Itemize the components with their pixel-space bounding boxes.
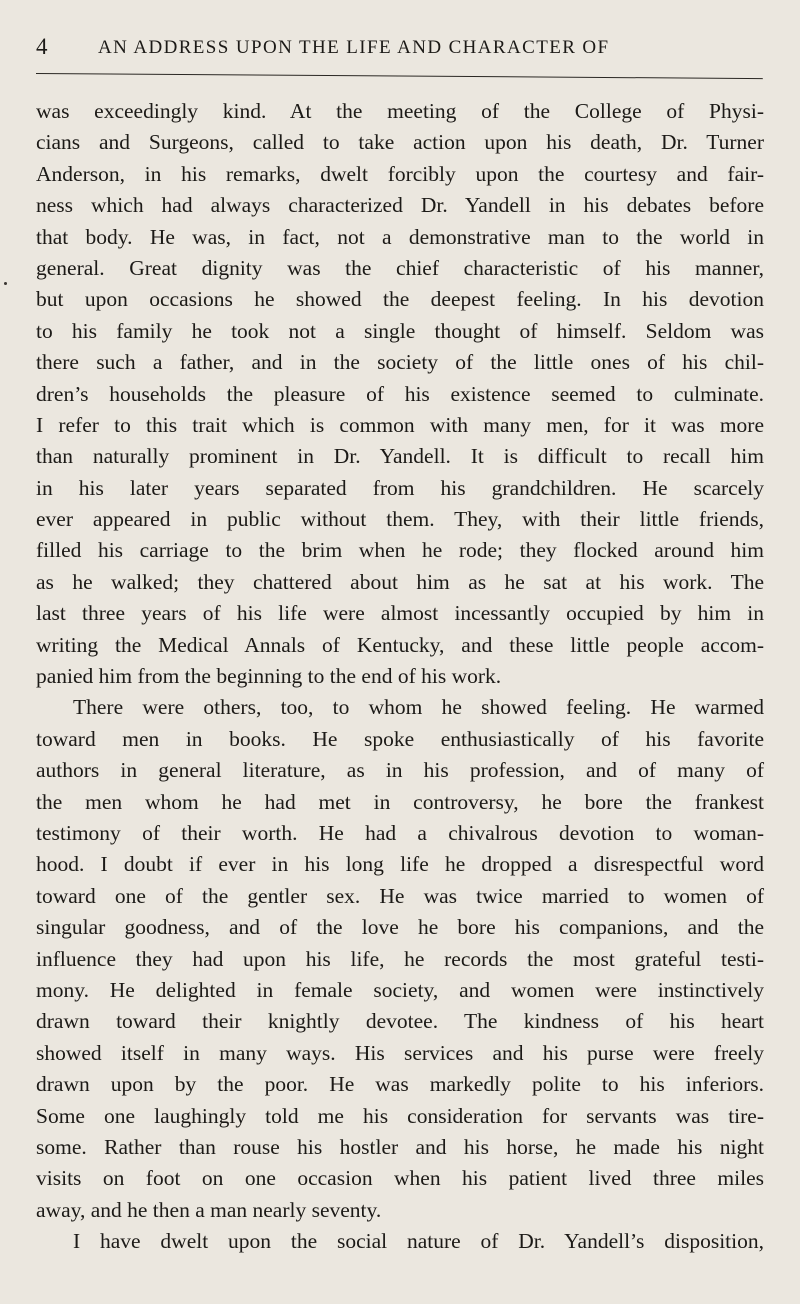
text-line: writing the Medical Annals of Kentucky, and these little people accom- <box>36 632 764 657</box>
text-line: that body. He was, in fact, not a demonstrative man to the world in <box>36 224 764 249</box>
text-line: visits on foot on one occasion when his patient lived three miles <box>36 1166 764 1191</box>
running-head <box>36 26 776 66</box>
text-line: ness which had always characterized Dr. Yandell in his debates before <box>36 193 764 218</box>
paragraph-first-line: I have dwelt upon the social nature of Dr. Yandell’s disposition, <box>73 1229 764 1254</box>
text-line: Some one laughingly told me his consideration for servants was tire- <box>36 1103 764 1128</box>
text-line: toward men in books. He spoke enthusiastically of his favorite <box>36 726 764 751</box>
text-line: was exceedingly kind. At the meeting of the College of Physi- <box>36 99 764 123</box>
text-line: hood. I doubt if ever in his long life he dropped a disrespectful word <box>36 852 764 877</box>
text-line: Anderson, in his remarks, dwelt forcibly upon the courtesy and fair- <box>36 161 764 186</box>
text-line: in his later years separated from his grandchildren. He scarcely <box>36 475 764 500</box>
text-line: some. Rather than rouse his hostler and his horse, he made his night <box>36 1134 764 1159</box>
text-line: but upon occasions he showed the deepest feeling. In his devotion <box>36 287 764 312</box>
paragraph-first-line: There were others, too, to whom he showed feeling. He warmed <box>73 695 764 720</box>
text-line: authors in general literature, as in his profession, and of many of <box>36 758 764 783</box>
text-line: last three years of his life were almost incessantly occupied by him in <box>36 601 764 626</box>
running-title: AN ADDRESS UPON THE LIFE AND CHARACTER OF <box>98 37 610 58</box>
text-line: there such a father, and in the society of the little ones of his chil- <box>36 350 764 375</box>
text-line: general. Great dignity was the chief characteristic of his manner, <box>36 255 764 280</box>
text-line: filled his carriage to the brim when he rode; they flocked around him <box>36 538 764 563</box>
paragraph-last-line: panied him from the beginning to the end of his work. <box>36 664 502 689</box>
text-line: drawn toward their knightly devotee. The kindness of his heart <box>36 1009 764 1034</box>
text-line: I refer to this trait which is common with many men, for it was more <box>36 412 764 437</box>
text-line: drawn upon by the poor. He was markedly polite to his inferiors. <box>36 1072 764 1097</box>
text-line: ever appeared in public without them. They, with their little friends, <box>36 507 764 532</box>
header-rule <box>36 73 763 79</box>
body-text <box>36 96 764 1257</box>
text-line: mony. He delighted in female society, and women were instinctively <box>36 977 764 1002</box>
text-line: testimony of their worth. He had a chivalrous devotion to woman- <box>36 820 764 845</box>
text-line: dren’s households the pleasure of his existence seemed to culminate. <box>36 381 764 406</box>
text-line: the men whom he had met in controversy, he bore the frankest <box>36 789 764 814</box>
text-line: toward one of the gentler sex. He was twice married to women of <box>36 883 764 908</box>
text-line: cians and Surgeons, called to take action upon his death, Dr. Turner <box>36 130 764 155</box>
text-line: to his family he took not a single thought of himself. Seldom was <box>36 318 764 343</box>
text-line: singular goodness, and of the love he bore his companions, and the <box>36 915 764 940</box>
text-line: showed itself in many ways. His services and his purse were freely <box>36 1040 764 1065</box>
page-number: 4 <box>36 34 49 59</box>
text-line: influence they had upon his life, he records the most grateful testi- <box>36 946 764 971</box>
paragraph-last-line: away, and he then a man nearly seventy. <box>36 1197 382 1222</box>
text-line: than naturally prominent in Dr. Yandell. It is difficult to recall him <box>36 444 764 469</box>
margin-speck <box>4 282 7 285</box>
text-line: as he walked; they chattered about him as he sat at his work. The <box>36 569 764 594</box>
